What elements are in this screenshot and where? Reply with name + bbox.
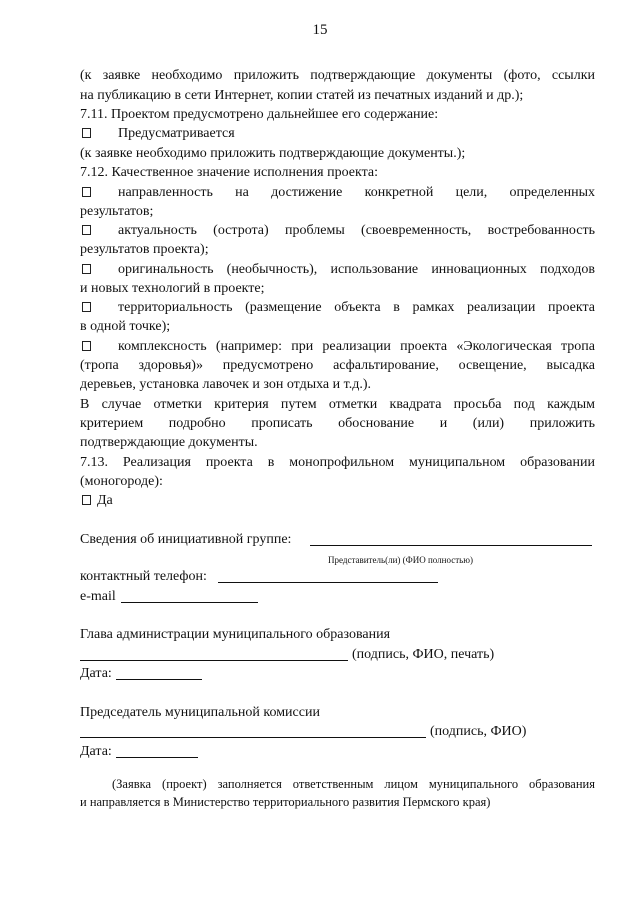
text-line: (моногороде): <box>80 474 163 489</box>
field-caption: Представитель(ли) (ФИО полностью) <box>328 555 473 565</box>
criterion-line: деревьев, установка лавочек и зон отдыха и т.д.). <box>80 377 371 392</box>
email-label: e-mail <box>80 589 116 604</box>
checkbox-icon[interactable] <box>82 302 91 312</box>
criterion-line: в одной точке); <box>80 319 171 334</box>
chair-sign-caption: (подпись, ФИО) <box>430 724 527 739</box>
criterion-line: территориальность (размещение объекта в рамках реализации проекта <box>118 300 595 315</box>
head-title: Глава администрации муниципального образования <box>80 627 391 642</box>
option-label: Предусматривается <box>118 126 235 141</box>
footer-note: (Заявка (проект) заполняется ответственным лицом муниципального образования <box>112 777 595 791</box>
criterion-line: комплексность (например: при реализации проекта «Экологическая тропа <box>118 339 595 354</box>
criterion-line: актуальность (острота) проблемы (своевременность, востребованность <box>118 223 595 238</box>
section-7-13: 7.13. Реализация проекта в монопрофильном муниципальном образовании <box>80 455 595 470</box>
chair-signature-field[interactable] <box>80 737 426 738</box>
head-sign-caption: (подпись, ФИО, печать) <box>352 647 495 662</box>
text-line: (к заявке необходимо приложить подтверждающие документы.); <box>80 146 466 161</box>
page-number: 15 <box>312 22 328 38</box>
group-label: Сведения об инициативной группе: <box>80 532 292 547</box>
section-7-12: 7.12. Качественное значение исполнения проекта: <box>80 165 378 180</box>
checkbox-icon[interactable] <box>82 187 91 197</box>
chair-date-field[interactable] <box>116 757 198 758</box>
checkbox-icon[interactable] <box>82 128 91 138</box>
criterion-line: оригинальность (необычность), использование инновационных подходов <box>118 262 595 277</box>
group-representative-field[interactable] <box>310 545 592 546</box>
phone-label: контактный телефон: <box>80 569 207 584</box>
footer-note: и направляется в Министерство территориального развития Пермского края) <box>80 795 491 809</box>
text-line: (к заявке необходимо приложить подтверждающие документы (фото, ссылки <box>80 68 595 83</box>
phone-field[interactable] <box>218 582 438 583</box>
text-line: В случае отметки критерия путем отметки квадрата просьба под каждым <box>80 397 595 412</box>
chair-title: Председатель муниципальной комиссии <box>80 705 320 720</box>
chair-date-label: Дата: <box>80 744 112 759</box>
head-date-field[interactable] <box>116 679 202 680</box>
criterion-line: (тропа здоровья)» предусмотрено асфальтирование, освещение, высадка <box>80 358 595 373</box>
text-line: критерием подробно прописать обоснование и (или) приложить <box>80 416 595 431</box>
text-line: на публикацию в сети Интернет, копии статей из печатных изданий и др.); <box>80 88 524 103</box>
checkbox-icon[interactable] <box>82 495 91 505</box>
checkbox-icon[interactable] <box>82 341 91 351</box>
option-label: Да <box>97 493 113 508</box>
email-field[interactable] <box>121 602 258 603</box>
criterion-line: направленность на достижение конкретной цели, определенных <box>118 185 595 200</box>
section-7-11: 7.11. Проектом предусмотрено дальнейшее его содержание: <box>80 107 439 122</box>
head-date-label: Дата: <box>80 666 112 681</box>
criterion-line: результатов; <box>80 204 154 219</box>
criterion-line: результатов проекта); <box>80 242 209 257</box>
text-line: подтверждающие документы. <box>80 435 258 450</box>
checkbox-icon[interactable] <box>82 225 91 235</box>
criterion-line: и новых технологий в проекте; <box>80 281 265 296</box>
head-signature-field[interactable] <box>80 660 348 661</box>
checkbox-icon[interactable] <box>82 264 91 274</box>
